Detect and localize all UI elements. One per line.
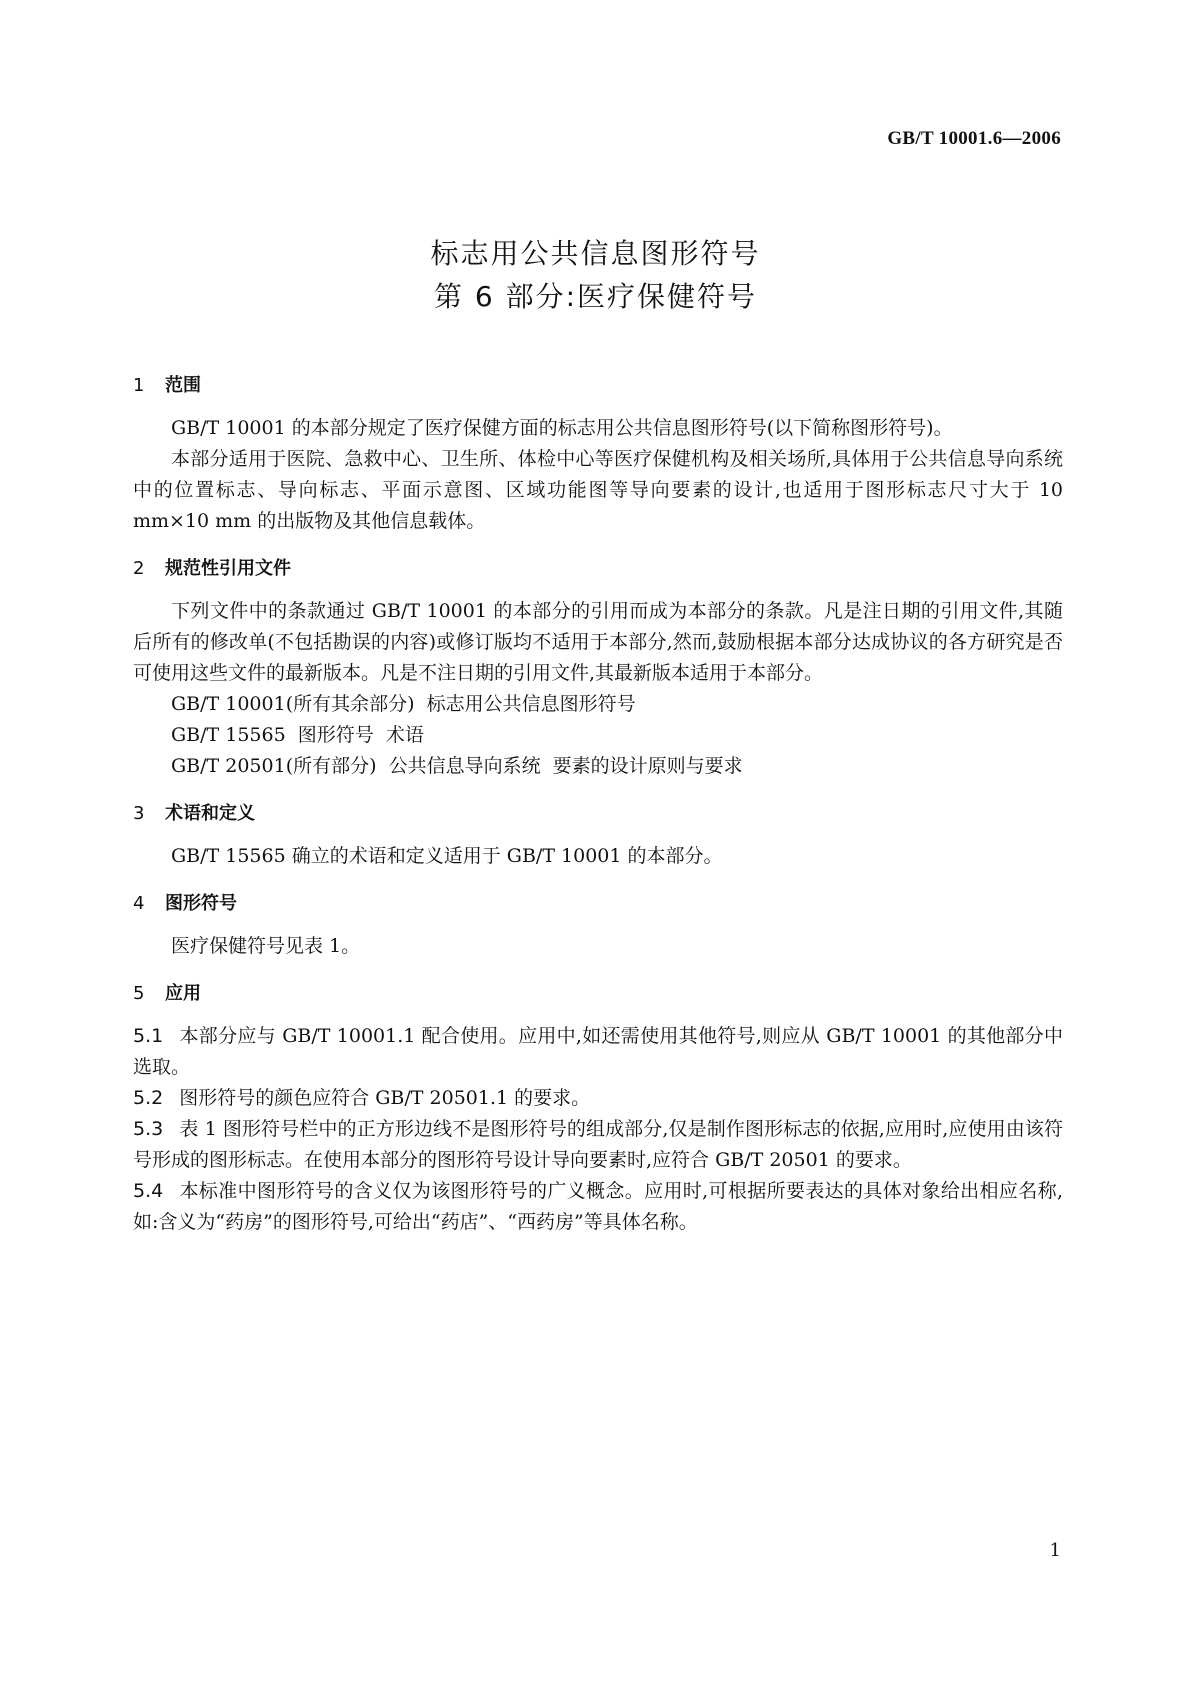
section-title: 规范性引用文件 <box>165 558 291 579</box>
paragraph: 本部分适用于医院、急救中心、卫生所、体检中心等医疗保健机构及相关场所,具体用于公共信息导向系统中的位置标志、导向标志、平面示意图、区域功能图等导向要素的设计,也适用于图形标志尺寸大于 10 mm×10 mm 的出版物及其他信息载体。 <box>133 448 1063 532</box>
section-title: 术语和定义 <box>165 803 255 824</box>
clause-text: 本部分应与 GB/T 10001.1 配合使用。应用中,如还需使用其他符号,则应从 GB/T 10001 的其他部分中选取。 <box>133 1025 1063 1078</box>
paragraph: GB/T 15565 确立的术语和定义适用于 GB/T 10001 的本部分。 <box>171 845 723 867</box>
paragraph: 医疗保健符号见表 1。 <box>171 935 361 957</box>
document-title: 标志用公共信息图形符号 <box>430 237 761 270</box>
paragraph: GB/T 10001 的本部分规定了医疗保健方面的标志用公共信息图形符号(以下简称图形符号)。 <box>171 417 953 439</box>
section-title: 图形符号 <box>165 893 237 914</box>
section-title: 范围 <box>165 375 201 396</box>
reference-item: GB/T 15565 图形符号 术语 <box>171 724 424 746</box>
section-number: 1 <box>133 375 145 396</box>
paragraph: 下列文件中的条款通过 GB/T 10001 的本部分的引用而成为本部分的条款。凡是注日期的引用文件,其随后所有的修改单(不包括勘误的内容)或修订版均不适用于本部分,然而,鼓励根据本部分达成协议的各方研究是否可使用这些文件的最新版本。凡是不注日期的引用文件,其最新版本适用于本部分。 <box>133 600 1063 684</box>
clause-number: 5.4 <box>133 1180 164 1202</box>
clause-number: 5.2 <box>133 1087 164 1109</box>
section-title: 应用 <box>165 983 201 1004</box>
section-number: 2 <box>133 558 145 579</box>
clause-number: 5.1 <box>133 1025 164 1047</box>
section-heading-application <box>133 978 1063 1009</box>
page-number: 1 <box>1049 1540 1061 1561</box>
reference-item: GB/T 20501(所有部分) 公共信息导向系统 要素的设计原则与要求 <box>171 755 743 777</box>
section-number: 4 <box>133 893 145 914</box>
section-heading-symbols <box>133 888 1063 919</box>
clause <box>133 1021 1063 1083</box>
document-body <box>133 370 1063 1238</box>
clause <box>133 1176 1063 1238</box>
clause-number: 5.3 <box>133 1118 164 1140</box>
clause-text: 本标准中图形符号的含义仅为该图形符号的广义概念。应用时,可根据所要表达的具体对象给出相应名称,如:含义为“药房”的图形符号,可给出“药店”、“西药房”等具体名称。 <box>133 1180 1063 1233</box>
standard-code: GB/T 10001.6—2006 <box>887 128 1061 149</box>
clause <box>133 1083 1063 1114</box>
section-heading-scope <box>133 370 1063 401</box>
section-number: 5 <box>133 983 145 1004</box>
clause <box>133 1114 1063 1176</box>
document-subtitle: 第 6 部分:医疗保健符号 <box>433 280 758 313</box>
section-heading-terms <box>133 798 1063 829</box>
section-heading-normative-references <box>133 553 1063 584</box>
section-number: 3 <box>133 803 145 824</box>
clause-text: 表 1 图形符号栏中的正方形边线不是图形符号的组成部分,仅是制作图形标志的依据,应用时,应使用由该符号形成的图形标志。在使用本部分的图形符号设计导向要素时,应符合 GB/T 20501 的要求。 <box>133 1118 1063 1171</box>
reference-item: GB/T 10001(所有其余部分) 标志用公共信息图形符号 <box>171 693 636 715</box>
clause-text: 图形符号的颜色应符合 GB/T 20501.1 的要求。 <box>179 1087 591 1109</box>
